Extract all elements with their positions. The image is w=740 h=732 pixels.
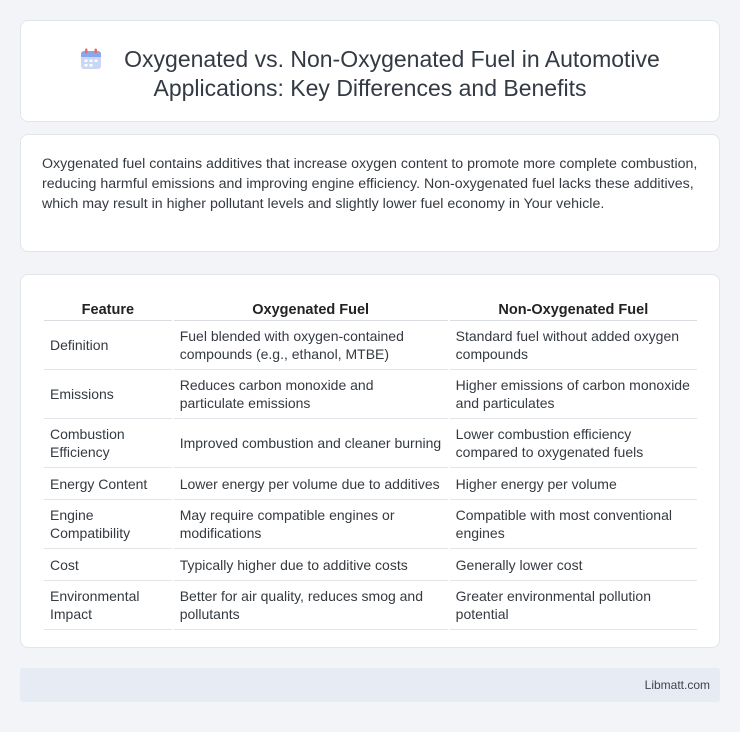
row-feature: Engine Compatibility: [44, 500, 172, 549]
page-title: [21, 45, 719, 103]
row-feature: Combustion Efficiency: [44, 419, 172, 468]
table-row: [44, 549, 697, 581]
comparison-table: [42, 295, 699, 630]
intro-text: Oxygenated fuel contains additives that increase oxygen content to promote more complete combustion, reducing harmful emissions and improving engine efficiency. Non-oxygenated fuel lacks these additives, which may result in higher pollutant levels and slightly lower fuel economy in Your vehicle.: [42, 156, 698, 212]
table-header-row: [44, 295, 697, 321]
title-line-2: Applications: Key Differences and Benefits: [153, 75, 587, 101]
row-non-oxygenated: Standard fuel without added oxygen compounds: [450, 321, 697, 370]
header-feature: Feature: [44, 295, 172, 321]
table-row: [44, 321, 697, 370]
calendar-icon: [80, 48, 102, 70]
table-card: [20, 274, 720, 648]
table-row: [44, 581, 697, 630]
header-oxygenated: Oxygenated Fuel: [174, 295, 448, 321]
row-oxygenated: Improved combustion and cleaner burning: [174, 419, 448, 468]
row-feature: Energy Content: [44, 468, 172, 500]
row-non-oxygenated: Higher energy per volume: [450, 468, 697, 500]
table-row: [44, 468, 697, 500]
footer: [20, 668, 720, 702]
table-row: [44, 419, 697, 468]
intro-card: [20, 134, 720, 252]
title-line-1: Oxygenated vs. Non-Oxygenated Fuel in Automotive: [124, 46, 660, 72]
row-non-oxygenated: Higher emissions of carbon monoxide and particulates: [450, 370, 697, 419]
row-oxygenated: Better for air quality, reduces smog and pollutants: [174, 581, 448, 630]
header-non-oxygenated: Non-Oxygenated Fuel: [450, 295, 697, 321]
row-non-oxygenated: Lower combustion efficiency compared to oxygenated fuels: [450, 419, 697, 468]
row-oxygenated: May require compatible engines or modifications: [174, 500, 448, 549]
row-feature: Emissions: [44, 370, 172, 419]
table-row: [44, 500, 697, 549]
title-card: [20, 20, 720, 122]
row-oxygenated: Fuel blended with oxygen-contained compounds (e.g., ethanol, MTBE): [174, 321, 448, 370]
footer-source: Libmatt.com: [644, 678, 710, 692]
row-non-oxygenated: Greater environmental pollution potential: [450, 581, 697, 630]
row-feature: Cost: [44, 549, 172, 581]
row-non-oxygenated: Compatible with most conventional engines: [450, 500, 697, 549]
row-oxygenated: Lower energy per volume due to additives: [174, 468, 448, 500]
row-feature: Environmental Impact: [44, 581, 172, 630]
row-oxygenated: Typically higher due to additive costs: [174, 549, 448, 581]
row-oxygenated: Reduces carbon monoxide and particulate emissions: [174, 370, 448, 419]
table-row: [44, 370, 697, 419]
row-feature: Definition: [44, 321, 172, 370]
row-non-oxygenated: Generally lower cost: [450, 549, 697, 581]
